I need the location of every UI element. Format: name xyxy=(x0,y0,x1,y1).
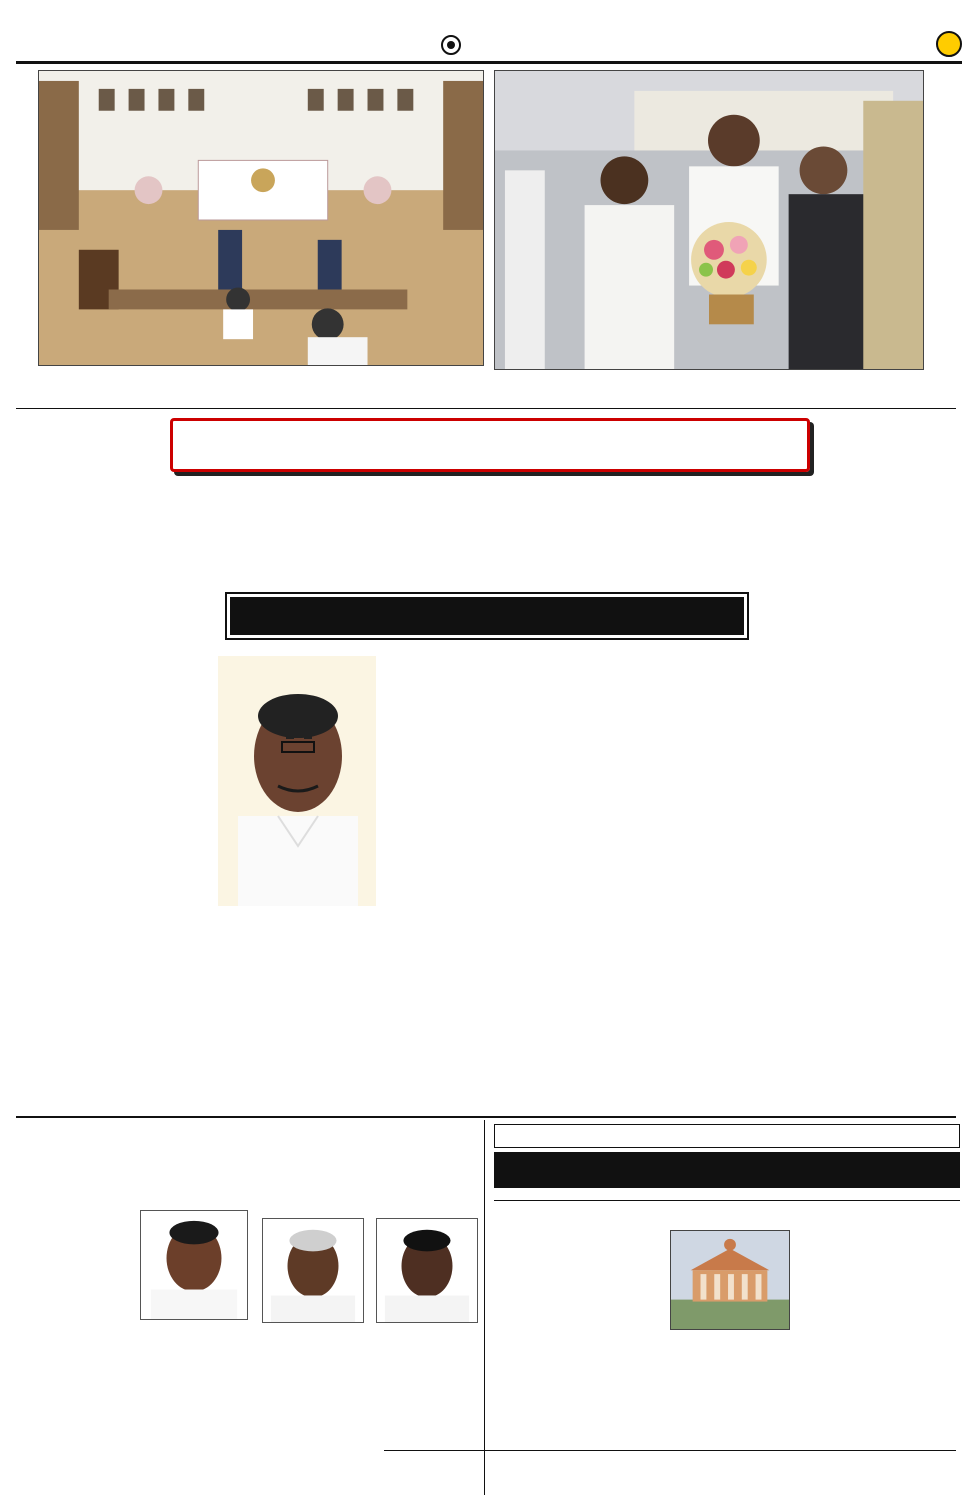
bottom-left-col-3 xyxy=(258,1330,370,1498)
bottom-right-tag xyxy=(494,1124,960,1148)
portrait-1 xyxy=(140,1210,248,1320)
swearing-in-scene xyxy=(39,71,483,365)
main-col-2-body xyxy=(218,1026,376,1086)
bottom-right-lead xyxy=(494,1230,664,1354)
photo-swearing-in xyxy=(38,70,484,366)
bottom-right-body xyxy=(494,1356,794,1448)
bottom-right-headline xyxy=(494,1152,960,1188)
bottom-left-col-1 xyxy=(20,1208,130,1496)
main-col-3 xyxy=(384,648,556,1108)
section-divider xyxy=(16,1116,956,1118)
photo-bouquet xyxy=(494,70,924,370)
main-col-4 xyxy=(564,640,744,1115)
masthead xyxy=(16,34,962,64)
vertical-divider xyxy=(484,1120,485,1495)
sub-banner xyxy=(227,594,747,638)
paper-name-block xyxy=(441,35,467,55)
divider xyxy=(16,408,956,409)
bouquet-scene xyxy=(495,71,923,369)
portrait-caption xyxy=(218,912,376,1022)
bottom-right-col-2 xyxy=(800,1230,958,1448)
portrait-1-figure xyxy=(141,1211,247,1319)
portrait-figure xyxy=(218,656,376,906)
page-number xyxy=(936,31,962,57)
portrait-2 xyxy=(262,1218,364,1323)
kallakurichi-divider xyxy=(384,1450,956,1451)
main-col-5 xyxy=(752,600,950,1115)
bottom-right-subhead xyxy=(494,1196,960,1201)
portrait-stalin xyxy=(218,656,376,906)
paper-emblem-icon xyxy=(441,35,461,55)
portrait-2-figure xyxy=(263,1219,363,1322)
main-col-1 xyxy=(20,640,210,1295)
bottom-left-col-2 xyxy=(136,1330,251,1498)
kicker-box xyxy=(170,418,810,472)
portrait-3-figure xyxy=(377,1219,477,1322)
bottom-left-col-4 xyxy=(378,1330,478,1498)
portrait-3 xyxy=(376,1218,478,1323)
photo-supreme-court xyxy=(670,1230,790,1330)
supreme-court-building xyxy=(671,1231,789,1329)
